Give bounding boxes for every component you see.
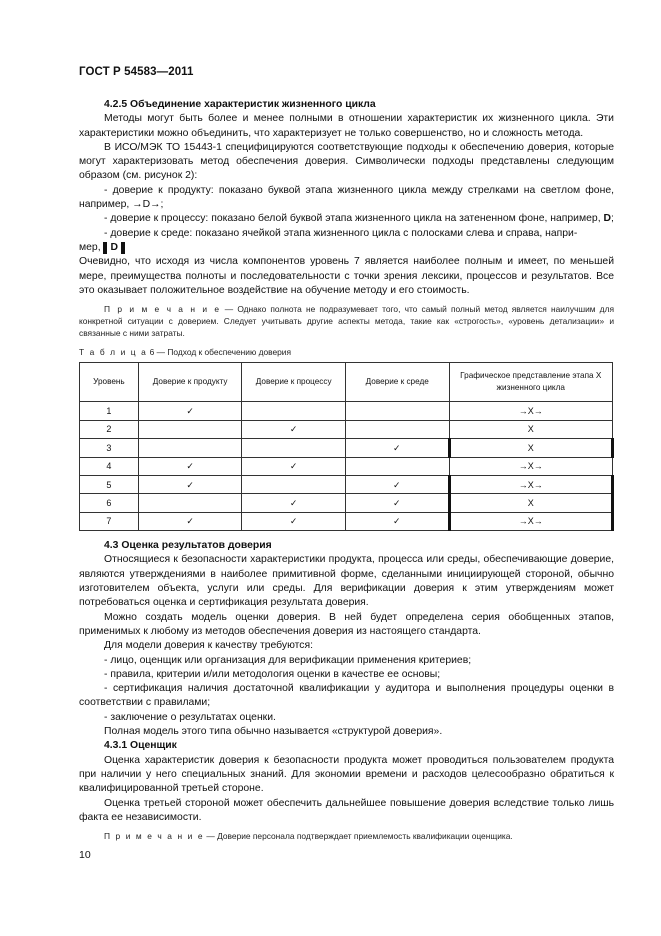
list-item	[79, 212, 614, 226]
section-heading-4-3-1: 4.3.1 Оценщик	[104, 740, 177, 752]
paragraph: Очевидно, что исходя из числа компонентов уровень 7 является наиболее полным и имеет, по меньшей мере, преимущества полноты и последовательности с точки зрения лексики, процессов и результатов. Все это оказывает положительное воздействие на обучение методу и его стоимость.	[79, 256, 614, 296]
cell-environment: ✓	[345, 512, 449, 530]
page-number: 10	[79, 849, 91, 861]
table-caption-label: Т а б л и ц а	[79, 347, 148, 358]
table-header-row	[80, 363, 613, 402]
cell-environment	[345, 457, 449, 475]
table-row	[80, 402, 613, 420]
cell-environment	[345, 402, 449, 420]
col-level: Уровень	[80, 363, 139, 402]
cell-environment	[345, 420, 449, 438]
table-row	[80, 512, 613, 530]
cell-product	[138, 439, 242, 457]
paragraph: Методы могут быть более и менее полными в отношении характеристик их жизненного цикла. Эти характеристики можно объединить, что характеризует не только совершенство, но и сложность метода.	[79, 113, 614, 139]
table-caption-text: 6 — Подход к обеспечению доверия	[147, 347, 292, 358]
cell-level: 1	[80, 402, 139, 420]
environment-symbol: D	[103, 242, 125, 254]
paragraph: Оценка характеристик доверия к безопасности продукта может проводиться пользователем продукта при наличии у него специальных знаний. Для экономии времени и расходов целесообразно обратиться к квалифицированной третьей стороне.	[79, 754, 614, 795]
list-item: - сертификация наличия достаточной квалификации у аудитора и выполнения процедуры оценки в соответствии с правилами;	[79, 683, 614, 709]
paragraph: В ИСО/МЭК ТО 15443-1 специфицируются соответствующие подходы к обеспечению доверия, которые могут характеризовать метод обеспечения доверия. Символически подходы представлены следующим образом (см. рисунок 2):	[79, 141, 614, 182]
cell-environment: ✓	[345, 494, 449, 512]
cell-process	[242, 402, 346, 420]
note	[79, 830, 614, 842]
list-item-text: - доверие к процессу: показано белой буквой этапа жизненного цикла на затененном фоне, например,	[104, 213, 604, 225]
cell-product: ✓	[138, 457, 242, 475]
paragraph: Оценка третьей стороной может обеспечить дальнейшее повышение доверия вследствие только лишь факта ее независимости.	[79, 797, 614, 823]
cell-level: 6	[80, 494, 139, 512]
cell-representation: →X→	[449, 457, 613, 475]
table-row	[80, 476, 613, 494]
cell-product	[138, 494, 242, 512]
table-body	[80, 402, 613, 531]
note-label: П р и м е ч а н и е	[104, 831, 205, 842]
cell-representation: →X→	[449, 402, 613, 420]
list-item-end: ;	[610, 213, 614, 225]
paragraph: Для модели доверия к качеству требуются:	[104, 640, 313, 652]
cell-product: ✓	[138, 476, 242, 494]
cell-representation: →X→	[449, 476, 613, 494]
table-row	[80, 420, 613, 438]
process-symbol: D	[603, 213, 611, 225]
cell-representation: X	[449, 494, 613, 512]
col-representation: Графическое представление этапа X жизненного цикла	[449, 363, 613, 402]
note-text: — Доверие персонала подтверждает приемлемость квалификации оценщика.	[204, 831, 513, 842]
cell-level: 5	[80, 476, 139, 494]
table-6	[79, 362, 614, 531]
cell-process: ✓	[242, 512, 346, 530]
cell-process: ✓	[242, 494, 346, 512]
note	[79, 303, 614, 339]
table-row	[80, 457, 613, 475]
section-heading-4-2-5: 4.2.5 Объединение характеристик жизненного цикла	[104, 99, 376, 110]
document-body	[79, 98, 614, 848]
cell-process	[242, 439, 346, 457]
note-label: П р и м е ч а н и е	[104, 304, 221, 315]
col-product: Доверие к продукту	[138, 363, 242, 402]
list-item: - правила, критерии и/или методология оценки в качестве ее основы;	[104, 668, 441, 680]
list-item: - доверие к продукту: показано буквой этапа жизненного цикла между стрелками на светлом фоне, например, →D→;	[79, 184, 614, 211]
table-row	[80, 494, 613, 512]
list-item-text: мер,	[79, 241, 101, 253]
cell-process: ✓	[242, 420, 346, 438]
cell-level: 4	[80, 457, 139, 475]
cell-representation: X	[449, 439, 613, 457]
document-header: ГОСТ Р 54583—2011	[79, 66, 194, 78]
list-item: - заключение о результатах оценки.	[104, 711, 276, 723]
cell-representation: X	[449, 420, 613, 438]
list-item-continuation	[79, 241, 614, 255]
cell-process	[242, 476, 346, 494]
list-item: - доверие к среде: показано ячейкой этапа жизненного цикла с полосками слева и справа, напри-	[104, 227, 578, 239]
cell-product: ✓	[138, 512, 242, 530]
cell-level: 3	[80, 439, 139, 457]
list-item: - лицо, оценщик или организация для верификации применения критериев;	[104, 654, 472, 666]
table-caption	[79, 345, 614, 359]
cell-level: 7	[80, 512, 139, 530]
cell-representation: →X→	[449, 512, 613, 530]
paragraph: Полная модель этого типа обычно называется «структурой доверия».	[104, 726, 443, 738]
col-process: Доверие к процессу	[242, 363, 346, 402]
cell-process: ✓	[242, 457, 346, 475]
cell-environment: ✓	[345, 476, 449, 494]
col-environment: Доверие к среде	[345, 363, 449, 402]
cell-product	[138, 420, 242, 438]
paragraph: Можно создать модель оценки доверия. В ней будет определена серия обобщенных этапов, применимых к любому из методов обеспечения доверия из настоящего стандарта.	[79, 611, 614, 637]
table-row	[80, 439, 613, 457]
paragraph: Относящиеся к безопасности характеристики продукта, процесса или среды, обеспечивающие доверие, являются утверждениями в наиболее примитивной форме, сделанными инициирующей стороной, обычно изготовителем объекта, услуги или среды. Для верификации доверия к этим утверждениям может потребоваться оценка и сертификация результата доверия.	[79, 554, 614, 609]
cell-product: ✓	[138, 402, 242, 420]
note-text: — Однако полнота не подразумевает того, что самый полный метод является наилучшим для конкретной ситуации с доверием. Следует учитывать другие аспекты метода, такие как «строгость», «уровень детализации» и связанные с ними затраты.	[79, 304, 614, 339]
cell-environment: ✓	[345, 439, 449, 457]
cell-level: 2	[80, 420, 139, 438]
section-heading-4-3: 4.3 Оценка результатов доверия	[104, 540, 272, 552]
